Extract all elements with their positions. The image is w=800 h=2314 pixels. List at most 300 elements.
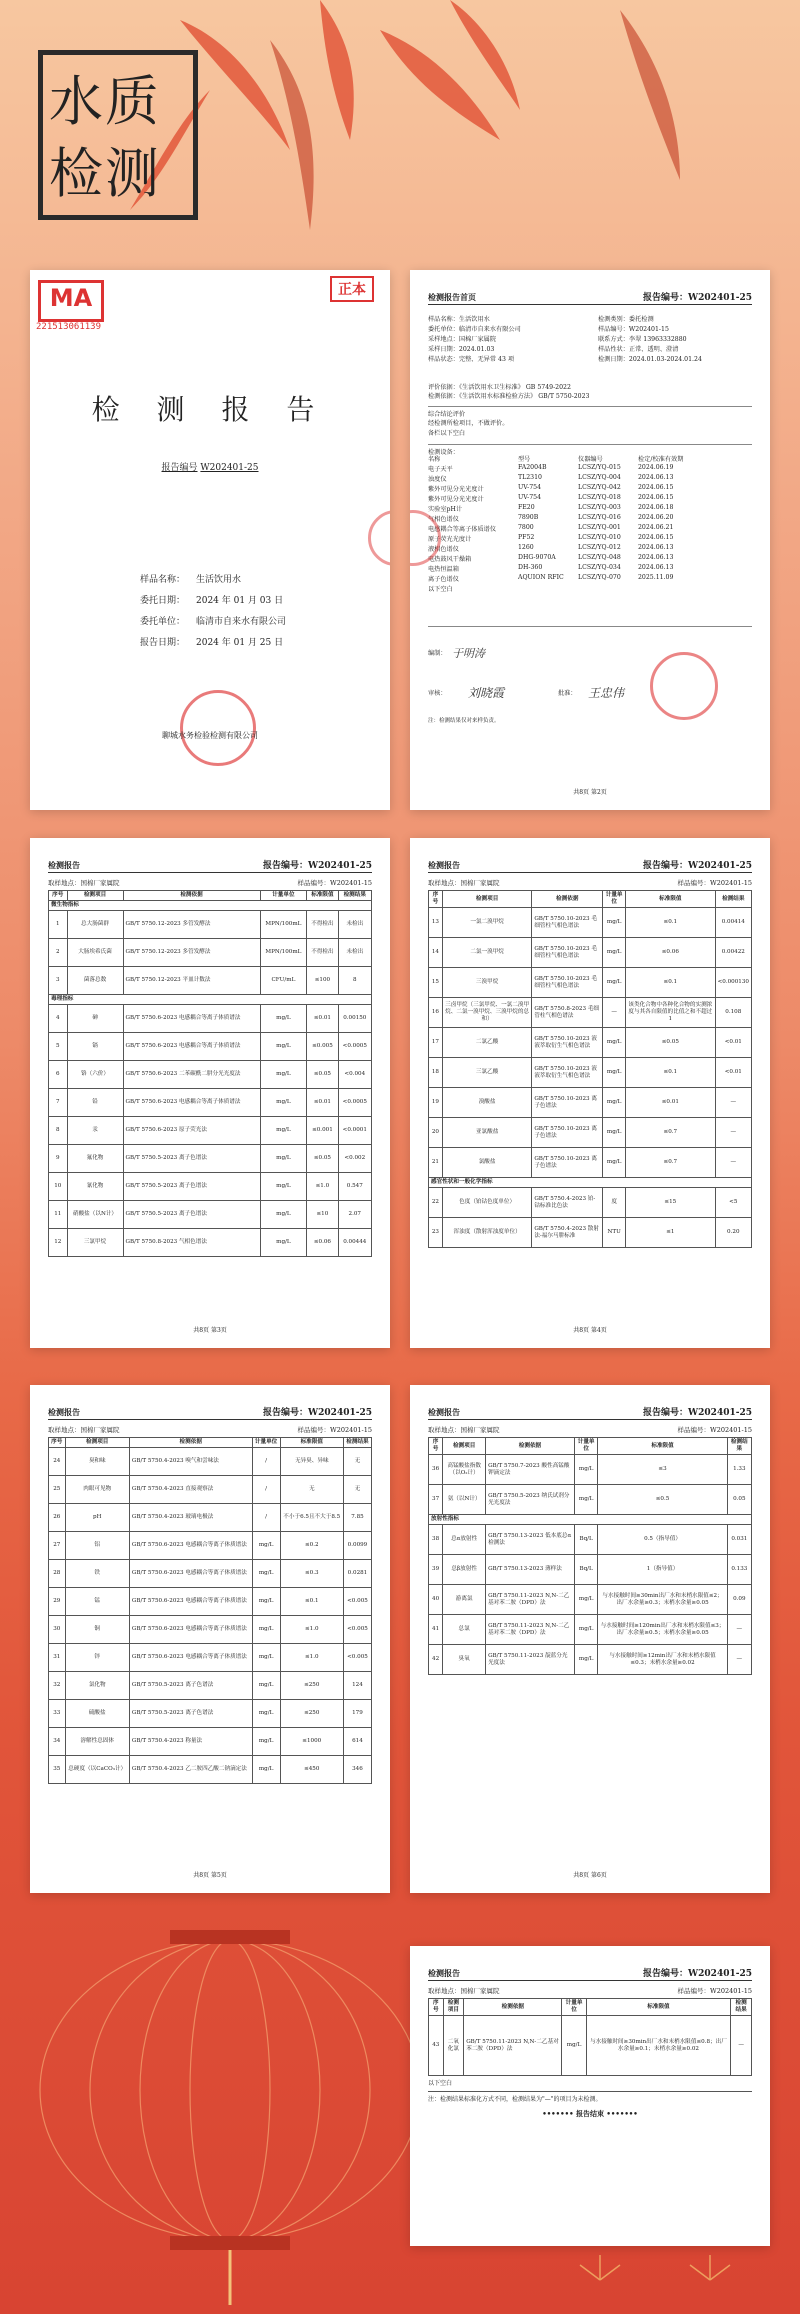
table-cell: mg/L — [252, 1560, 280, 1588]
table-cell: 三卤甲烷（三氯甲烷、一氯二溴甲烷、二氯一溴甲烷、三溴甲烷的总和） — [442, 998, 531, 1028]
equipment-cell: 名称 — [428, 456, 441, 463]
table-cell: 1（指导值） — [598, 1555, 727, 1585]
section-title: 放射性指标 — [429, 1515, 752, 1525]
equipment-cell: 2024.06.15 — [638, 494, 674, 501]
column-header: 序号 — [429, 1999, 444, 2016]
table-cell: 溶解性总固体 — [65, 1728, 129, 1756]
table-cell: 总β放射性 — [443, 1555, 486, 1585]
home-info-row — [428, 324, 752, 333]
equipment-cell: 浊度仪 — [428, 476, 447, 483]
equipment-cell: 电热鼓风干燥箱 — [428, 556, 472, 563]
table-cell: 0.031 — [727, 1525, 751, 1555]
table-cell: <0.005 — [343, 1588, 371, 1616]
table-cell: 10 — [49, 1173, 68, 1201]
table-cell: 16 — [429, 998, 443, 1028]
report-date-label: 报告日期： — [140, 638, 186, 648]
table-cell: GB/T 5750.5-2023 离子色谱法 — [129, 1700, 252, 1728]
basis-line — [428, 382, 752, 391]
table-cell: 19 — [429, 1088, 443, 1118]
table-cell: ≤0.005 — [307, 1033, 338, 1061]
sample-line — [428, 878, 752, 887]
cover-info — [140, 570, 286, 654]
firework-decoration — [560, 2250, 780, 2310]
original-stamp: 正本 — [330, 276, 374, 302]
table-cell: mg/L — [252, 1672, 280, 1700]
section-title: 微生物指标 — [49, 901, 372, 911]
table-row — [429, 1485, 752, 1515]
report-page-3 — [30, 838, 390, 1348]
equipment-cell: 仪器编号 — [578, 456, 603, 463]
table-cell: 35 — [49, 1756, 66, 1784]
signature-2: 刘晓霞 — [468, 686, 505, 700]
official-seal — [650, 652, 718, 720]
table-cell: 二氯乙酸 — [442, 1028, 531, 1058]
table-cell: GB/T 5750.10-2023 毛细管柱气相色谱法 — [532, 968, 603, 998]
sign-label-1: 编制： — [428, 650, 447, 657]
table-cell: 6 — [49, 1061, 68, 1089]
table-row — [49, 967, 372, 995]
table-cell: 38 — [429, 1525, 443, 1555]
table-cell: — — [727, 1615, 751, 1645]
equipment-cell: LCSZ/YQ-015 — [578, 464, 621, 471]
column-header: 检测结果 — [731, 1999, 752, 2016]
equipment-cell: 液相色谱仪 — [428, 546, 459, 553]
page-number: 共8页 第6页 — [573, 1872, 607, 1879]
table-cell: / — [252, 1504, 280, 1532]
table-cell: — — [731, 2016, 752, 2076]
table-cell: Bq/L — [574, 1525, 598, 1555]
column-header: 计量单位 — [603, 891, 626, 908]
report-number-value: W202401-25 — [200, 463, 259, 473]
table-cell: 0.108 — [715, 998, 751, 1028]
table-cell: 锌 — [65, 1644, 129, 1672]
table-cell: ≤0.05 — [626, 1028, 715, 1058]
table-cell: GB/T 5750.11-2023 N,N-二乙基对苯二胺（DPD）法 — [464, 2016, 562, 2076]
equipment-cell: 检定/校准有效期 — [638, 456, 684, 463]
page-header-report-no: 报告编号：W202401-25 — [643, 1969, 752, 1979]
table-cell: — — [715, 1118, 751, 1148]
equipment-cell: 7890B — [518, 514, 539, 521]
report-page-5 — [30, 1385, 390, 1893]
table-cell: 0.133 — [727, 1555, 751, 1585]
equipment-cell: 气相色谱仪 — [428, 516, 459, 523]
equipment-cell: 2024.06.15 — [638, 534, 674, 541]
table-cell: pH — [65, 1504, 129, 1532]
sample-line — [48, 1425, 372, 1434]
column-header: 检测依据 — [532, 891, 603, 908]
client: 临清市自来水有限公司 — [196, 617, 287, 627]
table-cell: 硝酸盐（以N计） — [67, 1201, 123, 1229]
table-cell: 无 — [343, 1448, 371, 1476]
results-table — [48, 1437, 372, 1784]
table-header-row — [429, 891, 752, 908]
table-cell: / — [252, 1476, 280, 1504]
table-cell: 二氯一溴甲烷 — [442, 938, 531, 968]
table-row — [429, 998, 752, 1028]
page-header-report-no: 报告编号：W202401-25 — [643, 1408, 752, 1418]
home-info-left: 采样日期：2024.01.03 — [428, 346, 495, 353]
results-table — [428, 1437, 752, 1675]
column-header: 检测依据 — [123, 891, 260, 901]
table-cell: 5 — [49, 1033, 68, 1061]
table-cell: 0.20 — [715, 1218, 751, 1248]
page-header-title: 检测报告 — [48, 1407, 80, 1417]
table-cell: <0.01 — [715, 1028, 751, 1058]
section-title: 毒理指标 — [49, 995, 372, 1005]
column-header: 标准限值 — [626, 891, 715, 908]
table-cell: mg/L — [252, 1616, 280, 1644]
table-cell: mg/L — [260, 1005, 307, 1033]
table-cell: GB/T 5750.5-2023 离子色谱法 — [123, 1201, 260, 1229]
equipment-cell: DH-360 — [518, 564, 543, 571]
table-cell: GB/T 5750.5-2023 离子色谱法 — [123, 1173, 260, 1201]
table-cell: 346 — [343, 1756, 371, 1784]
table-cell: 菌落总数 — [67, 967, 123, 995]
section-row — [49, 901, 372, 911]
column-header: 检测项目 — [65, 1438, 129, 1448]
client-label: 委托单位： — [140, 617, 186, 627]
equipment-cell: 2024.06.13 — [638, 474, 674, 481]
table-cell: 铜 — [65, 1616, 129, 1644]
sample-no: 样品编号：W202401-15 — [297, 879, 372, 887]
home-info-right: 检测日期：2024.01.03-2024.01.24 — [598, 356, 702, 363]
table-cell: 与水接触时间≥30min出厂水和末梢水限值≤2；出厂水余量≥0.3；末梢水余量≥0.05 — [598, 1585, 727, 1615]
basis-label: 评价依据： — [428, 384, 459, 391]
table-cell: MPN/100mL — [260, 911, 307, 939]
table-cell: 43 — [429, 2016, 444, 2076]
report-cover-page — [30, 270, 390, 810]
table-cell: 度 — [603, 1188, 626, 1218]
table-cell: GB/T 5750.8-2023 毛细管柱气相色谱法 — [532, 998, 603, 1028]
table-cell: ≤250 — [280, 1700, 343, 1728]
table-cell: 33 — [49, 1700, 66, 1728]
table-cell: — — [727, 1645, 751, 1675]
hero-line-2: 检测 — [49, 142, 161, 205]
table-cell: GB/T 5750.11-2023 N,N-二乙基对苯二胺（DPD）法 — [486, 1615, 575, 1645]
table-row — [429, 1615, 752, 1645]
table-row — [49, 1756, 372, 1784]
table-cell: 铁 — [65, 1560, 129, 1588]
table-cell: 氰化物 — [67, 1173, 123, 1201]
table-cell: mg/L — [603, 968, 626, 998]
column-header: 序号 — [49, 1438, 66, 1448]
table-cell: GB/T 5750.13-2023 薄样法 — [486, 1555, 575, 1585]
equipment-cell: 电热恒温箱 — [428, 566, 459, 573]
foot-note: 注：检测结果仅对来样负责。 — [428, 718, 500, 724]
method-label: 检测依据： — [428, 393, 459, 400]
table-cell: GB/T 5750.12-2023 多管发酵法 — [123, 939, 260, 967]
sample-no: 样品编号：W202401-15 — [677, 1426, 752, 1434]
equipment-cell: LCSZ/YQ-048 — [578, 554, 621, 561]
equipment-cell: LCSZ/YQ-018 — [578, 494, 621, 501]
table-cell: 37 — [429, 1485, 443, 1515]
table-row — [49, 1728, 372, 1756]
report-home-page — [410, 270, 770, 810]
table-cell: 39 — [429, 1555, 443, 1585]
table-cell: 40 — [429, 1585, 443, 1615]
column-header: 计量单位 — [574, 1438, 598, 1455]
commission-date: 2024 年 01 月 03 日 — [196, 596, 284, 606]
equipment-cell: LCSZ/YQ-070 — [578, 574, 621, 581]
results-table — [428, 1998, 752, 2076]
table-row — [429, 1118, 752, 1148]
table-cell: 与水接触时间≥12min出厂水和末梢水限值≤0.3；末梢水余量≥0.02 — [598, 1645, 727, 1675]
home-info-right: 检测类别：委托检测 — [598, 316, 654, 323]
table-cell: 高锰酸盐指数（以O₂计） — [443, 1455, 486, 1485]
page-header-title: 检测报告首页 — [428, 292, 476, 302]
table-cell: GB/T 5750.13-2023 低本底总α检测法 — [486, 1525, 575, 1555]
table-cell: 23 — [429, 1218, 443, 1248]
home-info-left: 委托单位：临清市自来水有限公司 — [428, 326, 521, 333]
table-cell: mg/L — [574, 1615, 598, 1645]
table-row — [429, 908, 752, 938]
table-cell: 未检出 — [338, 939, 371, 967]
table-row — [429, 1148, 752, 1178]
table-cell: 总氯 — [443, 1615, 486, 1645]
home-info-row — [428, 314, 752, 323]
table-cell: 无异臭、异味 — [280, 1448, 343, 1476]
table-cell: 124 — [343, 1672, 371, 1700]
home-info-row — [428, 334, 752, 343]
page-header-title: 检测报告 — [428, 1968, 460, 1978]
conclusion: 经检测所检项目，不做评价。 — [428, 420, 509, 427]
table-cell: 8 — [49, 1117, 68, 1145]
table-cell: ≤0.2 — [280, 1532, 343, 1560]
column-header: 检测项目 — [443, 1438, 486, 1455]
home-info-row — [428, 344, 752, 353]
equipment-cell: 电感耦合等离子体质谱仪 — [428, 526, 497, 533]
report-date: 2024 年 01 月 25 日 — [196, 638, 284, 648]
page-number: 共8页 第3页 — [193, 1327, 227, 1334]
sample-point: 取样地点：国棉厂家属院 — [428, 1426, 500, 1434]
bamboo-decoration — [120, 0, 800, 260]
table-cell: 锰 — [65, 1588, 129, 1616]
table-cell: ≤250 — [280, 1672, 343, 1700]
table-header-row — [429, 1438, 752, 1455]
column-header: 序号 — [429, 1438, 443, 1455]
column-header: 检测依据 — [464, 1999, 562, 2016]
report-page-7 — [410, 1946, 770, 2246]
table-cell: 36 — [429, 1455, 443, 1485]
signer-compile — [428, 647, 752, 660]
table-cell: ≤0.01 — [626, 1088, 715, 1118]
table-header-row — [49, 891, 372, 901]
table-cell: ≤0.05 — [307, 1145, 338, 1173]
table-cell: GB/T 5750.4-2023 乙二胺四乙酸二钠滴定法 — [129, 1756, 252, 1784]
table-row — [429, 1525, 752, 1555]
table-cell: 4 — [49, 1005, 68, 1033]
table-cell: mg/L — [260, 1173, 307, 1201]
method-line — [428, 391, 752, 400]
table-row — [429, 1028, 752, 1058]
column-header: 标准限值 — [307, 891, 338, 901]
report-number — [30, 460, 390, 473]
table-cell: 氯化物 — [65, 1672, 129, 1700]
table-cell: 无 — [343, 1476, 371, 1504]
equipment-cell: 以下空白 — [428, 586, 453, 593]
results-table — [48, 890, 372, 1257]
table-cell: 0.05 — [727, 1485, 751, 1515]
table-row — [49, 1560, 372, 1588]
official-seal — [180, 690, 256, 766]
table-cell: ≤1.0 — [280, 1644, 343, 1672]
column-header: 序号 — [49, 891, 68, 901]
table-cell: ≤0.01 — [307, 1005, 338, 1033]
column-header: 检测项目 — [443, 1999, 464, 2016]
table-cell: ≤0.1 — [280, 1588, 343, 1616]
column-header: 序号 — [429, 891, 443, 908]
signature-3: 王忠伟 — [588, 686, 625, 700]
column-header: 检测项目 — [67, 891, 123, 901]
equipment-cell: 2025.11.09 — [638, 574, 674, 581]
page-header — [428, 1966, 752, 1981]
table-row — [429, 2016, 752, 2076]
table-cell: GB/T 5750.5-2023 纳氏试剂分光光度法 — [486, 1485, 575, 1515]
table-cell: 28 — [49, 1560, 66, 1588]
table-cell: 溴酸盐 — [442, 1088, 531, 1118]
table-cell: 22 — [429, 1188, 443, 1218]
table-cell: 镉 — [67, 1033, 123, 1061]
table-row — [49, 1117, 372, 1145]
column-header: 检测结果 — [338, 891, 371, 901]
table-cell: mg/L — [252, 1700, 280, 1728]
table-cell: ≤0.01 — [307, 1089, 338, 1117]
equipment-cell: 2024.06.21 — [638, 524, 674, 531]
table-row — [429, 968, 752, 998]
table-cell: 2 — [49, 939, 68, 967]
table-cell: 1 — [49, 911, 68, 939]
table-cell: <0.005 — [343, 1616, 371, 1644]
table-cell: ≤0.1 — [626, 1058, 715, 1088]
table-cell: 0.00444 — [338, 1229, 371, 1257]
table-cell: 0.00422 — [715, 938, 751, 968]
table-cell: 亚氯酸盐 — [442, 1118, 531, 1148]
table-cell: 7.85 — [343, 1504, 371, 1532]
sample-no: 样品编号：W202401-15 — [677, 1987, 752, 1995]
table-cell: / — [252, 1448, 280, 1476]
table-cell: GB/T 5750.12-2023 多管发酵法 — [123, 911, 260, 939]
page-number: 共8页 第4页 — [573, 1327, 607, 1334]
table-cell: mg/L — [252, 1728, 280, 1756]
table-cell: mg/L — [574, 1455, 598, 1485]
remark: 备栏以下空白 — [428, 430, 466, 437]
home-info-right: 样品性状：正常、透明、澄清 — [598, 346, 679, 353]
table-cell: GB/T 5750.5-2023 离子色谱法 — [123, 1145, 260, 1173]
equipment-cell: UV-754 — [518, 494, 542, 501]
table-cell: 一氯二溴甲烷 — [442, 908, 531, 938]
equipment-cell: LCSZ/YQ-004 — [578, 474, 621, 481]
table-row — [49, 1089, 372, 1117]
equipment-cell: UV-754 — [518, 484, 542, 491]
table-cell: GB/T 5750.10-2023 液液萃取衍生气相色谱法 — [532, 1058, 603, 1088]
table-cell: 氟化物 — [67, 1145, 123, 1173]
page-header — [48, 858, 372, 873]
table-cell: <0.0005 — [338, 1033, 371, 1061]
table-row — [49, 1644, 372, 1672]
table-cell: GB/T 5750.6-2023 二苯碳酰二肼分光光度法 — [123, 1061, 260, 1089]
table-row — [49, 1504, 372, 1532]
table-row — [429, 1188, 752, 1218]
sample-point: 取样地点：国棉厂家属院 — [48, 879, 120, 887]
table-cell: GB/T 5750.6-2023 电感耦合等离子体质谱法 — [129, 1532, 252, 1560]
equipment-cell: LCSZ/YQ-016 — [578, 514, 621, 521]
table-cell: GB/T 5750.4-2023 直接观察法 — [129, 1476, 252, 1504]
table-cell: 20 — [429, 1118, 443, 1148]
equipment-cell: FE20 — [518, 504, 535, 511]
table-cell: mg/L — [562, 2016, 586, 2076]
table-cell: ≤0.7 — [626, 1148, 715, 1178]
table-cell: mg/L — [603, 1028, 626, 1058]
table-cell: ≤1.0 — [307, 1173, 338, 1201]
table-cell: 臭和味 — [65, 1448, 129, 1476]
table-cell: mg/L — [260, 1201, 307, 1229]
table-cell: 硫酸盐 — [65, 1700, 129, 1728]
table-cell: 0.00150 — [338, 1005, 371, 1033]
table-cell: ≤0.5 — [598, 1485, 727, 1515]
table-cell: mg/L — [260, 1229, 307, 1257]
table-cell: 臭氧 — [443, 1645, 486, 1675]
table-cell: mg/L — [260, 1061, 307, 1089]
table-cell: 色度（铂钴色度单位） — [442, 1188, 531, 1218]
table-cell: 21 — [429, 1148, 443, 1178]
table-cell: CFU/mL — [260, 967, 307, 995]
table-cell: ≤1.0 — [280, 1616, 343, 1644]
table-cell: <0.002 — [338, 1145, 371, 1173]
table-row — [429, 1455, 752, 1485]
table-cell: 与水接触时间≥120min出厂水和末梢水限值≤3；出厂水余量≥0.5；末梢水余量≥0.05 — [598, 1615, 727, 1645]
table-cell: 氨（以N计） — [443, 1485, 486, 1515]
table-cell: 1.33 — [727, 1455, 751, 1485]
home-info-left: 采样地点：国棉厂家属院 — [428, 336, 497, 343]
table-cell: ≤0.3 — [280, 1560, 343, 1588]
sample-no: 样品编号：W202401-15 — [297, 1426, 372, 1434]
column-header: 计量单位 — [562, 1999, 586, 2016]
table-row — [429, 1645, 752, 1675]
table-cell: mg/L — [603, 908, 626, 938]
table-cell: ≤0.06 — [307, 1229, 338, 1257]
table-cell: <0.004 — [338, 1061, 371, 1089]
table-cell: mg/L — [252, 1588, 280, 1616]
table-row — [429, 1058, 752, 1088]
table-cell: 总大肠菌群 — [67, 911, 123, 939]
equipment-cell: 2024.06.13 — [638, 554, 674, 561]
table-cell: 2.07 — [338, 1201, 371, 1229]
table-cell: 未检出 — [338, 911, 371, 939]
sample-no: 样品编号：W202401-15 — [677, 879, 752, 887]
table-cell: mg/L — [260, 1145, 307, 1173]
table-cell: 24 — [49, 1448, 66, 1476]
table-cell: <0.0001 — [338, 1117, 371, 1145]
table-cell: GB/T 5750.12-2023 平皿计数法 — [123, 967, 260, 995]
table-cell: ≤0.06 — [626, 938, 715, 968]
table-cell: 34 — [49, 1728, 66, 1756]
table-cell: ≤0.1 — [626, 968, 715, 998]
home-info-left: 样品状态：完整、无异常 43 项 — [428, 356, 515, 363]
table-row — [49, 1532, 372, 1560]
table-cell: 17 — [429, 1028, 443, 1058]
table-cell: GB/T 5750.10-2023 离子色谱法 — [532, 1148, 603, 1178]
table-cell: 31 — [49, 1644, 66, 1672]
hero-line-1: 水质 — [49, 70, 161, 133]
table-cell: mg/L — [603, 1118, 626, 1148]
sample-name: 生活饮用水 — [196, 575, 242, 585]
table-row — [49, 1448, 372, 1476]
page-number: 共8页 第2页 — [573, 789, 607, 796]
table-cell: <0.0005 — [338, 1089, 371, 1117]
table-cell: 13 — [429, 908, 443, 938]
table-cell: ≤0.1 — [626, 908, 715, 938]
page-header — [428, 1405, 752, 1420]
